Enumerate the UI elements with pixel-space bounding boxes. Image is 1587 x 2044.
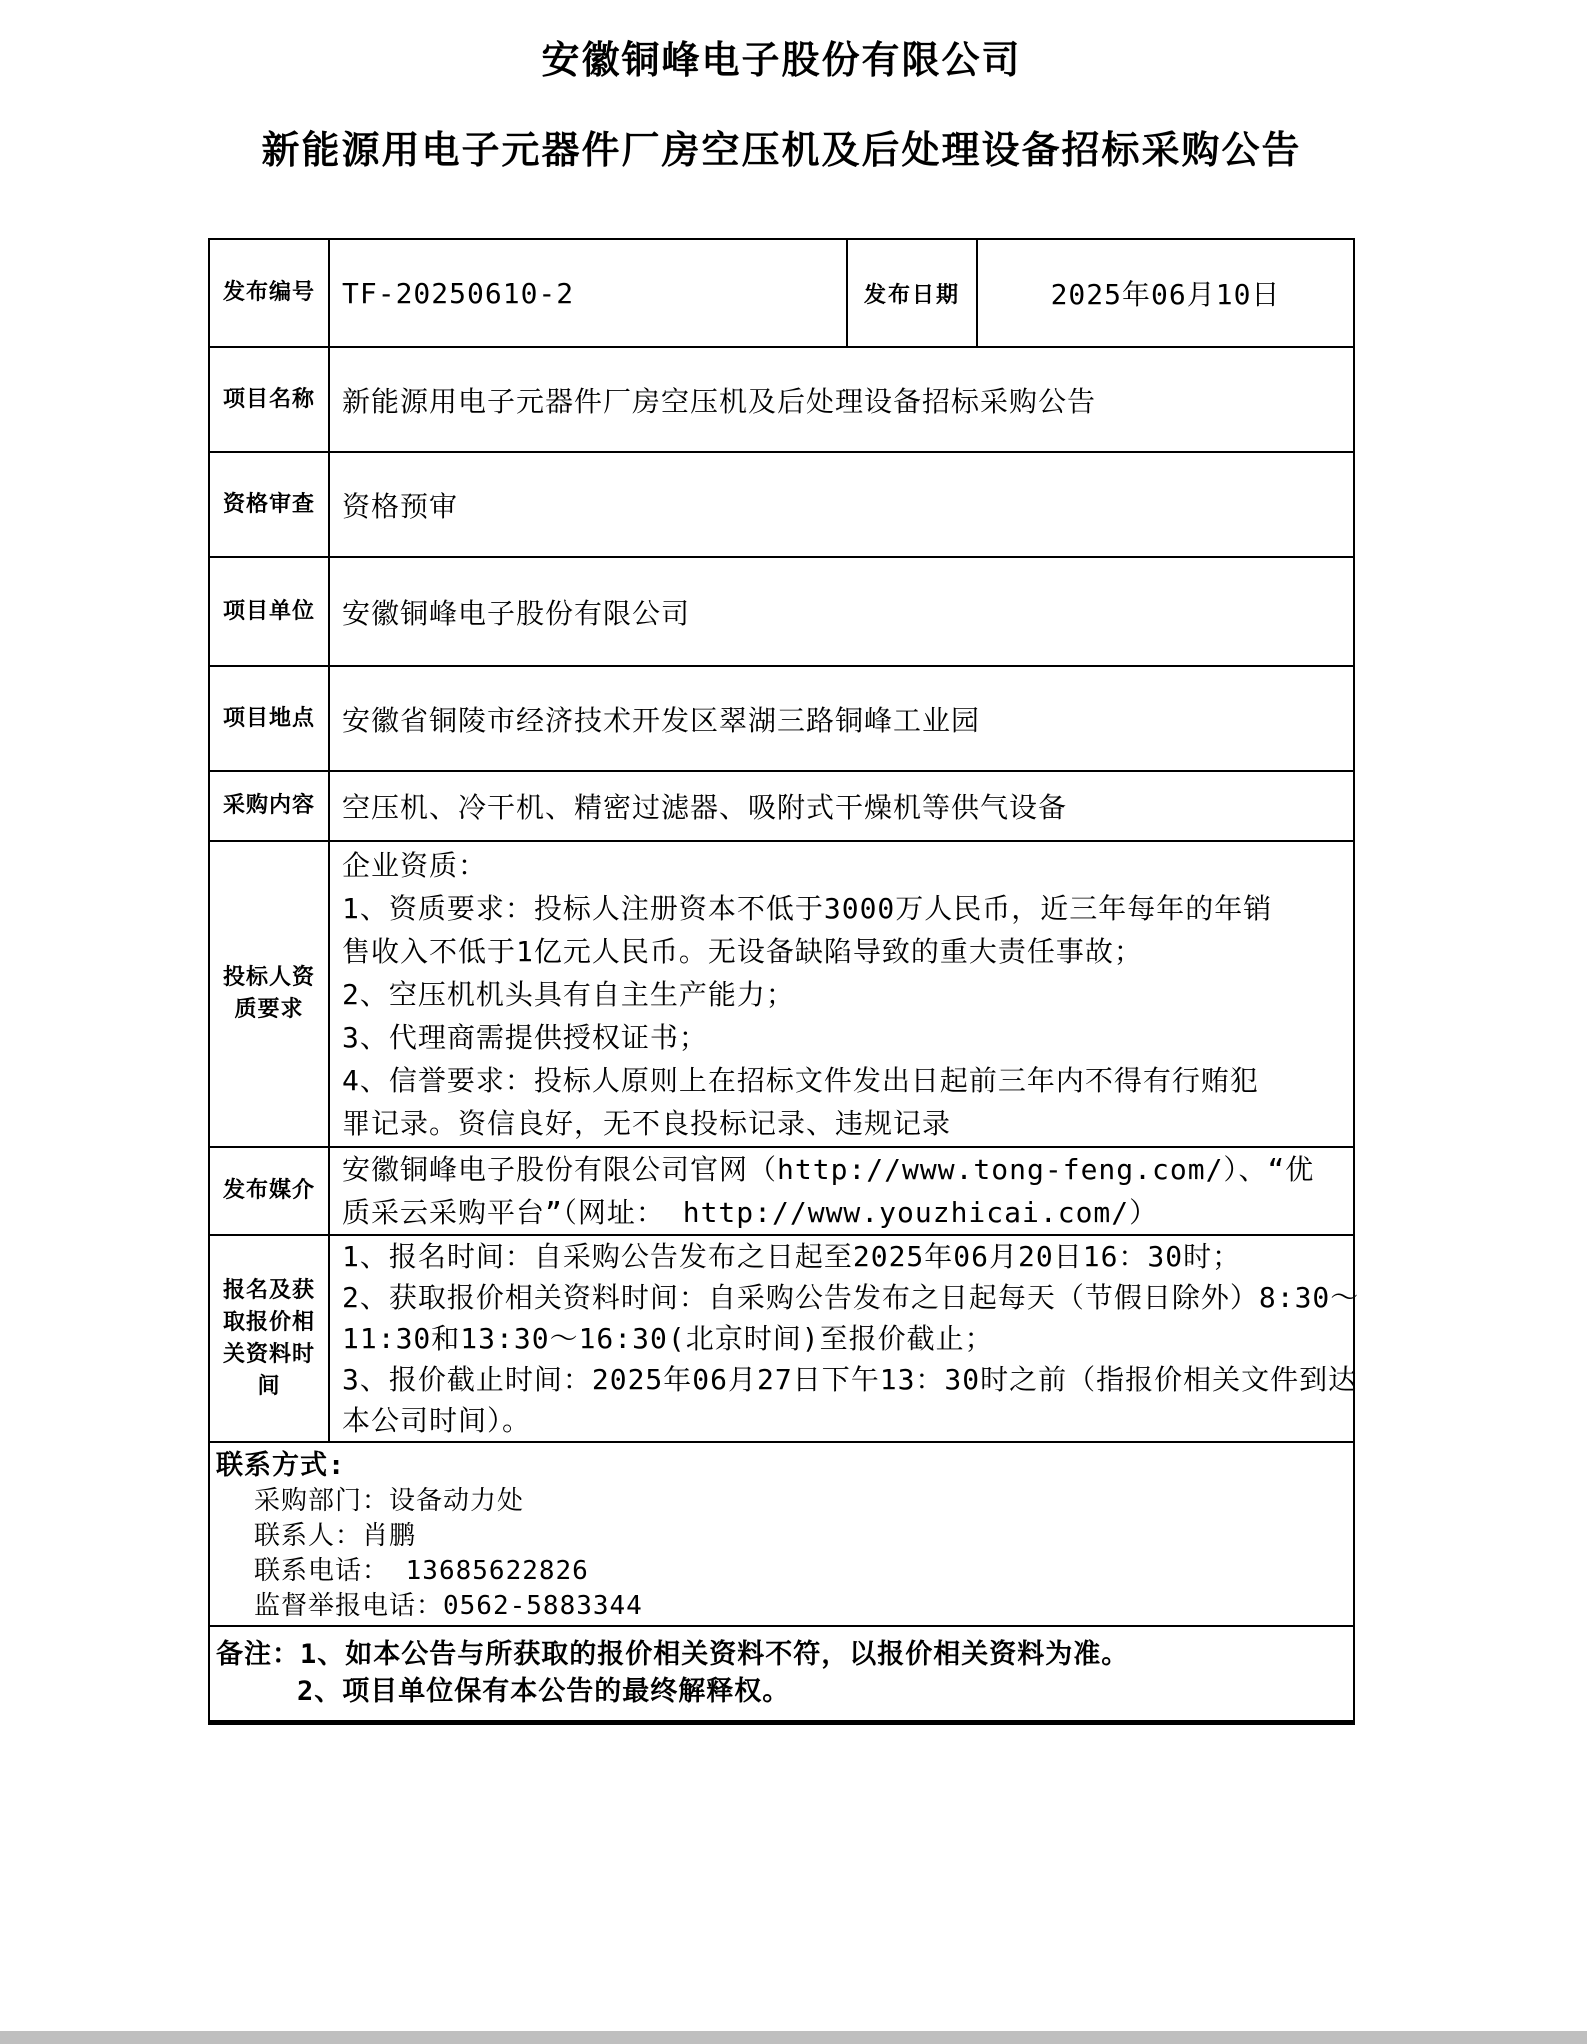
table-row-qualification-review [210, 451, 1353, 556]
table-row-publish [210, 240, 1353, 346]
row-value-line: 2、获取报价相关资料时间：自采购公告发布之日起每天（节假日除外）8:30～ [342, 1281, 1360, 1314]
row-value-line: 3、报价截止时间：2025年06月27日下午13：30时之前（指报价相关文件到达 [342, 1363, 1358, 1396]
table-row-project-name [210, 346, 1353, 451]
table-row-project-unit [210, 556, 1353, 665]
row-label: 发布媒介 [210, 1148, 330, 1234]
row-value-line: 1、资质要求：投标人注册资本不低于3000万人民币，近三年每年的年销 [342, 891, 1273, 925]
contact-phone: 联系电话： 13685622826 [254, 1556, 589, 1586]
document-content [208, 38, 1360, 1725]
table-row-bidder-qualifications [210, 840, 1353, 1146]
row-value-line: 质采云采购平台”（网址： http://www.youzhicai.com/） [342, 1196, 1159, 1229]
row-value-line: 11:30和13:30～16:30(北京时间)至报价截止； [342, 1322, 994, 1355]
row-label: 投标人资质要求 [210, 842, 330, 1146]
row-value-line: 本公司时间）。 [342, 1404, 532, 1437]
table-row-project-location [210, 665, 1353, 770]
table-row-contact [210, 1441, 1353, 1625]
row-label: 项目名称 [210, 348, 330, 451]
row-label: 采购内容 [210, 772, 330, 840]
remark-line-2: 2、项目单位保有本公告的最终解释权。 [297, 1676, 791, 1707]
table-row-publication-media [210, 1146, 1353, 1234]
contact-heading: 联系方式: [216, 1450, 346, 1481]
page-edge [0, 2031, 1587, 2044]
contact-department: 采购部门：设备动力处 [254, 1486, 525, 1516]
row-value-line: 4、信誉要求：投标人原则上在招标文件发出日起前三年内不得有行贿犯 [342, 1063, 1259, 1097]
row-value [330, 842, 1353, 1146]
row-label: 资格审查 [210, 453, 330, 556]
row-value-line: 空压机、冷干机、精密过滤器、吸附式干燥机等供气设备 [342, 791, 1068, 824]
announcement-title: 新能源用电子元器件厂房空压机及后处理设备招标采购公告 [261, 130, 1302, 172]
announcement-table [208, 238, 1360, 1725]
row-value-line: 资格预审 [342, 489, 459, 523]
contact-supervision-phone: 监督举报电话：0562-5883344 [254, 1591, 643, 1621]
row-value-line: 安徽铜峰电子股份有限公司官网（http://www.tong-feng.com/）、“优 [342, 1153, 1315, 1186]
publish-date-label: 发布日期 [848, 240, 978, 346]
row-value-line: 3、代理商需提供授权证书； [342, 1020, 708, 1054]
row-value [330, 1148, 1353, 1234]
row-value-line: 1、报名时间：自采购公告发布之日起至2025年06月20日16：30时； [342, 1240, 1242, 1273]
row-value [330, 1236, 1371, 1441]
row-value-line: 企业资质： [342, 848, 488, 882]
row-value-line: 售收入不低于1亿元人民币。无设备缺陷导致的重大责任事故； [342, 934, 1143, 968]
remark-line-1: 备注：1、如本公告与所获取的报价相关资料不符，以报价相关资料为准。 [216, 1639, 1130, 1670]
contact-block [210, 1443, 1353, 1625]
row-label: 项目地点 [210, 667, 330, 770]
table-row-procurement-content [210, 770, 1353, 840]
row-value [330, 558, 1353, 665]
company-title: 安徽铜峰电子股份有限公司 [541, 40, 1022, 82]
row-value-line: 安徽铜峰电子股份有限公司 [342, 596, 691, 630]
row-value [330, 348, 1353, 451]
row-value-line: 新能源用电子元器件厂房空压机及后处理设备招标采购公告 [342, 384, 1097, 418]
row-value-line: 罪记录。资信良好，无不良投标记录、违规记录 [342, 1106, 952, 1140]
row-value-line: 安徽省铜陵市经济技术开发区翠湖三路铜峰工业园 [342, 703, 981, 737]
table-row-registration-schedule [210, 1234, 1360, 1441]
row-value-line: 2、空压机机头具有自主生产能力； [342, 977, 795, 1011]
publish-no-label: 发布编号 [210, 240, 330, 346]
remark-block [210, 1627, 1353, 1720]
table-row-remarks [210, 1625, 1353, 1720]
contact-person: 联系人：肖鹏 [254, 1521, 417, 1551]
row-label: 报名及获取报价相关资料时间 [210, 1236, 330, 1441]
row-value [330, 772, 1353, 840]
row-value [330, 453, 1353, 556]
row-value [330, 667, 1353, 770]
publish-no-value: TF-20250610-2 [330, 240, 848, 346]
row-label: 项目单位 [210, 558, 330, 665]
publish-date-value: 2025年06月10日 [1050, 278, 1281, 311]
